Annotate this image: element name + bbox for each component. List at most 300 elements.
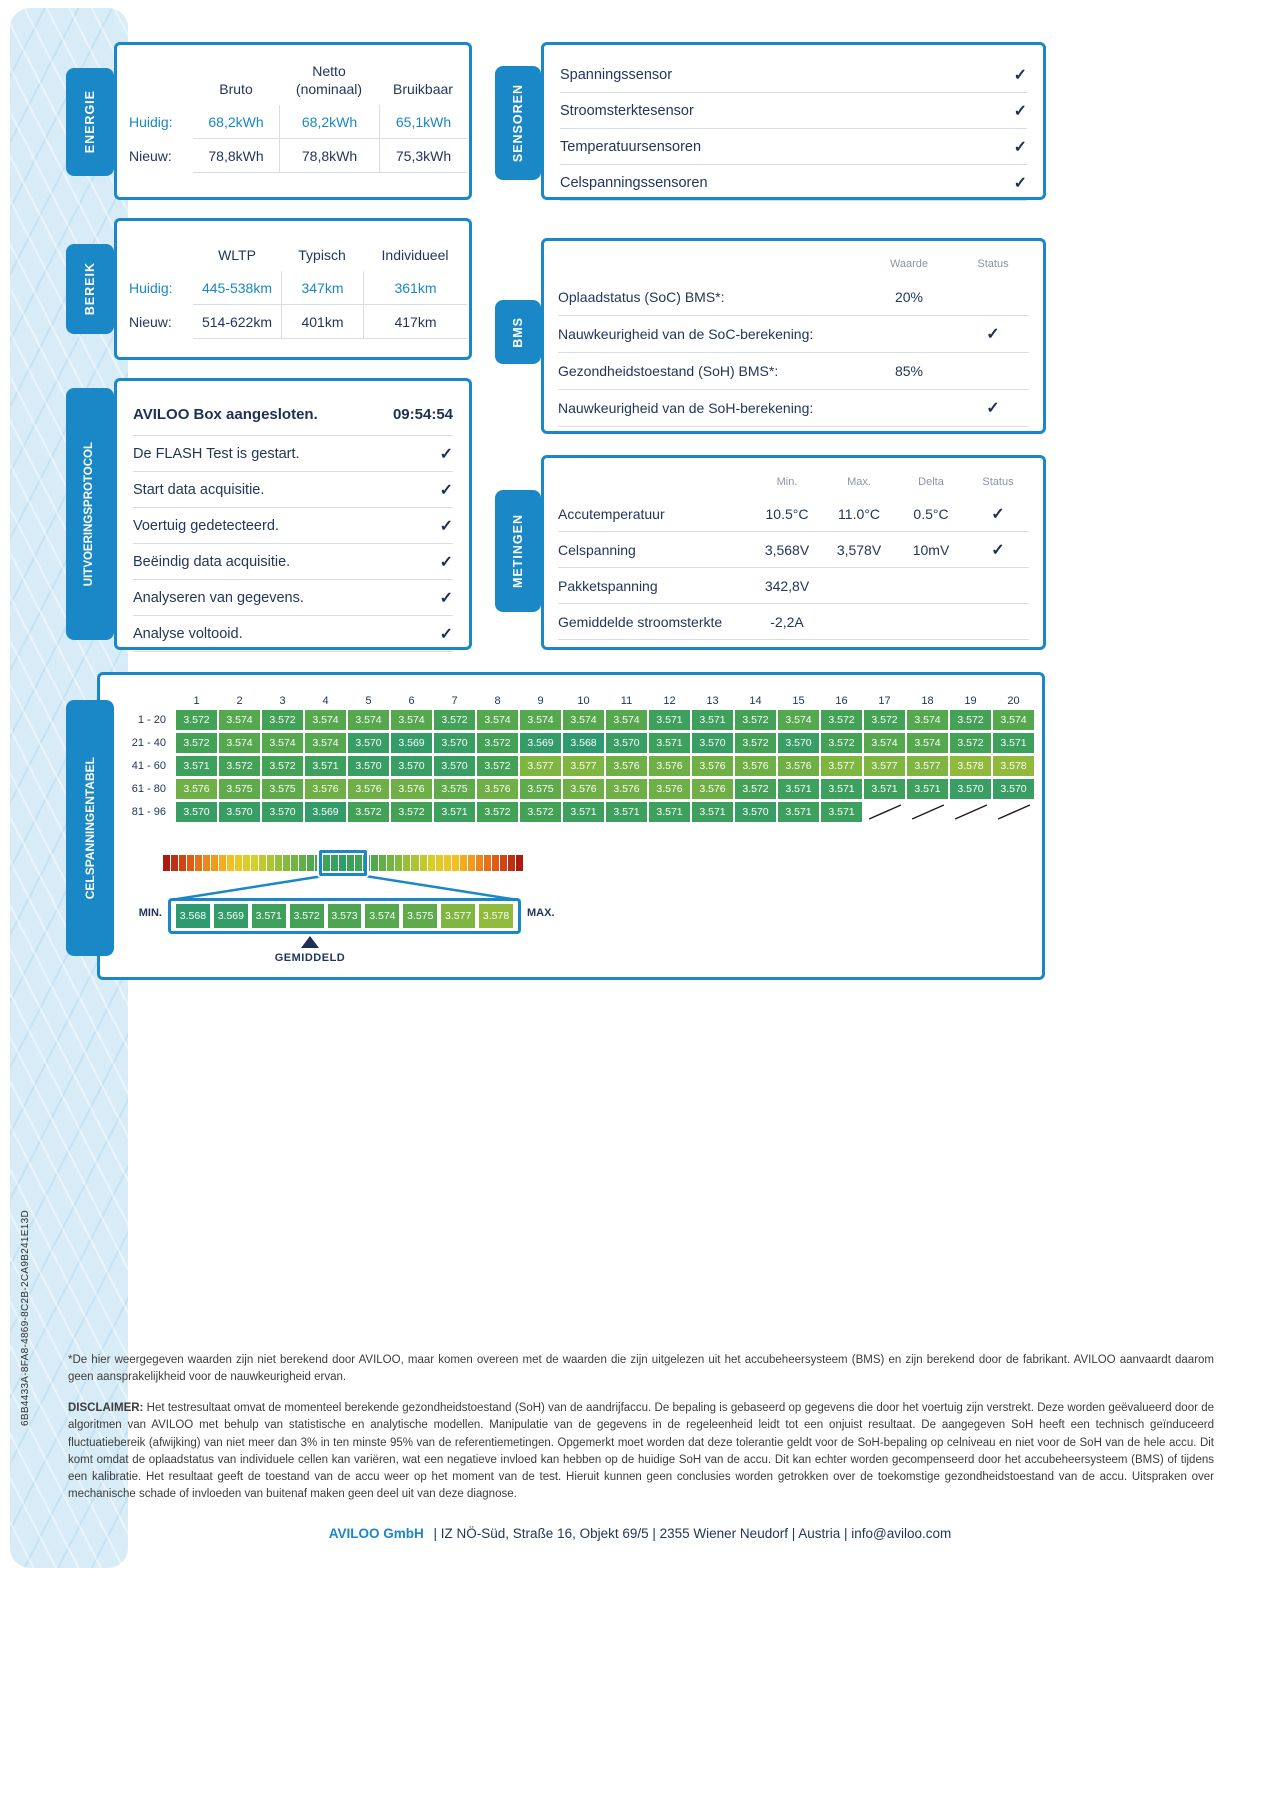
col-header: Min. [776, 476, 798, 488]
voltage-cell: 3.572 [219, 756, 260, 776]
color-scale-bar [163, 855, 523, 871]
heat-segment [500, 855, 507, 871]
voltage-cell: 3.572 [821, 710, 862, 730]
voltage-cell: 3.571 [692, 710, 733, 730]
protocol-step-label: Start data acquisitie. [133, 481, 265, 498]
sensor-row [560, 57, 1027, 93]
voltage-cell: 3.572 [864, 710, 905, 730]
max-label: MAX. [527, 907, 555, 919]
voltage-cell: 3.570 [391, 756, 432, 776]
value-cell: 347km [281, 271, 363, 305]
voltage-cell: 3.574 [778, 710, 819, 730]
bms-status [957, 353, 1029, 390]
scale-value-cell: 3.573 [328, 904, 362, 928]
heat-segment [283, 855, 290, 871]
voltage-cell: 3.575 [262, 779, 303, 799]
col-header: Status [977, 258, 1009, 270]
heat-segment [299, 855, 306, 871]
voltage-cell: 3.574 [477, 710, 518, 730]
voltage-cell: 3.570 [692, 733, 733, 753]
check-icon: ✓ [1013, 174, 1027, 192]
cell-range-label: 41 - 60 [131, 760, 166, 772]
sensor-label: Spanningssensor [560, 66, 673, 83]
energie-tab-label: ENERGIE [82, 90, 97, 154]
row-label: Nieuw: [129, 148, 172, 164]
heat-segment [211, 855, 218, 871]
sensor-row [560, 129, 1027, 165]
sensor-label: Stroomsterktesensor [560, 102, 694, 119]
voltage-cell: 3.572 [477, 756, 518, 776]
voltage-cell: 3.576 [735, 756, 776, 776]
sensor-label: Temperatuursensoren [560, 138, 702, 155]
check-icon: ✓ [991, 505, 1005, 523]
row-label: Huidig: [129, 280, 173, 296]
meting-min: 10.5°C [751, 496, 823, 532]
voltage-cell: 3.572 [262, 710, 303, 730]
sensor-row [560, 93, 1027, 129]
voltage-cell: 3.571 [434, 802, 475, 822]
celtabel-tab-label: CELSPANNINGENTABEL [83, 756, 97, 900]
missing-cell [864, 802, 905, 822]
meting-delta: 10mV [895, 532, 967, 568]
column-number: 2 [236, 695, 243, 707]
protocol-tab [66, 388, 114, 640]
sensoren-tab-label: SENSOREN [510, 83, 525, 163]
heat-segment [444, 855, 451, 871]
meting-delta [895, 568, 967, 604]
protocol-tab-label: UITVOERINGSPROTOCOL [83, 441, 96, 587]
voltage-cell: 3.577 [520, 756, 561, 776]
col-header: Individueel [381, 246, 449, 263]
voltage-cell: 3.568 [563, 733, 604, 753]
protocol-step [133, 472, 453, 508]
voltage-cell: 3.570 [606, 733, 647, 753]
meting-status [967, 532, 1029, 568]
voltage-cell: 3.572 [735, 733, 776, 753]
voltage-cell: 3.576 [649, 756, 690, 776]
protocol-step-label: De FLASH Test is gestart. [133, 445, 300, 462]
check-icon: ✓ [991, 541, 1005, 559]
heat-segment [251, 855, 258, 871]
heat-segment [259, 855, 266, 871]
voltage-cell: 3.574 [391, 710, 432, 730]
meting-max [823, 604, 895, 640]
check-icon: ✓ [1013, 138, 1027, 156]
check-icon: ✓ [439, 553, 453, 571]
protocol-step-label: Beëindig data acquisitie. [133, 553, 291, 570]
heat-segment [243, 855, 250, 871]
protocol-step [133, 508, 453, 544]
check-icon: ✓ [1013, 102, 1027, 120]
voltage-cell: 3.574 [864, 733, 905, 753]
celtabel-tab [66, 700, 114, 956]
cell-range-label: 1 - 20 [137, 714, 166, 726]
col-header: Netto (nominaal) [295, 63, 363, 97]
meting-min: 342,8V [751, 568, 823, 604]
sensoren-panel [541, 42, 1046, 200]
scale-value-cell: 3.569 [214, 904, 248, 928]
voltage-cell: 3.574 [305, 710, 346, 730]
voltage-cell: 3.572 [821, 733, 862, 753]
spacer [129, 235, 193, 271]
voltage-cell: 3.576 [606, 779, 647, 799]
check-icon: ✓ [439, 481, 453, 499]
voltage-cell: 3.577 [821, 756, 862, 776]
meting-min: 3,568V [751, 532, 823, 568]
voltage-cell: 3.576 [176, 779, 217, 799]
column-number: 17 [878, 695, 891, 707]
heat-segment [452, 855, 459, 871]
meting-label: Gemiddelde stroomsterkte [558, 604, 751, 640]
bms-tab-label: BMS [510, 316, 525, 348]
heat-segment [508, 855, 515, 871]
voltage-cell: 3.572 [950, 733, 991, 753]
scale-value-cell: 3.572 [290, 904, 324, 928]
meting-status [967, 568, 1029, 604]
value-cell: 445-538km [193, 271, 281, 305]
row-label: Huidig: [129, 114, 173, 130]
bms-label: Oplaadstatus (SoC) BMS*: [558, 279, 861, 316]
heat-segment [171, 855, 178, 871]
spacer [558, 249, 861, 279]
col-header: Max. [847, 476, 871, 488]
column-number: 12 [663, 695, 676, 707]
heat-segment [267, 855, 274, 871]
bms-value: 20% [861, 279, 957, 316]
heat-segment [460, 855, 467, 871]
voltage-cell: 3.572 [735, 710, 776, 730]
bms-status [957, 390, 1029, 427]
voltage-cell: 3.574 [907, 710, 948, 730]
voltage-cell: 3.571 [907, 779, 948, 799]
heat-segment [387, 855, 394, 871]
voltage-cell: 3.575 [520, 779, 561, 799]
cell-voltage-panel [97, 672, 1045, 980]
voltage-cell: 3.569 [391, 733, 432, 753]
heat-segment [403, 855, 410, 871]
voltage-cell: 3.576 [778, 756, 819, 776]
zoom-window [319, 850, 367, 876]
voltage-cell: 3.577 [907, 756, 948, 776]
missing-cell [907, 802, 948, 822]
bereik-table [117, 221, 469, 339]
heat-segment [379, 855, 386, 871]
voltage-cell: 3.572 [477, 802, 518, 822]
col-header: Typisch [298, 246, 346, 263]
heat-segment [395, 855, 402, 871]
voltage-cell: 3.576 [348, 779, 389, 799]
voltage-cell: 3.576 [692, 756, 733, 776]
disclaimer-text: Het testresultaat omvat de momenteel berekende gezondheidstoestand (SoH) van de aandrijfaccu. De bepaling is gebaseerd op gegevens die door het voertuig zijn verstrekt. Deze worden geëvalueerd door de algoritmen van AVILOO met behulp van statistische en analytische modellen. Manipulatie van de gegevens in de regeleenheid leidt tot een onjuist resultaat. De aangegeven SoH heeft een technisch geïnduceerd fluctuatiebereik (afwijking) van niet meer dan 3% in ten minste 95% van de referentiemetingen. Opgemerkt moet worden dat deze tolerantie geldt voor de SoH-bepaling op celniveau en niet voor de SoH van de hele accu. Dit komt omdat de oplaadstatus van individuele cellen kan variëren, wat een negatieve invloed kan hebben op de huidige SoH van de accu. Dit kan echter worden gecompenseerd door het accubeheersysteem (BMS) of tijdens een kalibratie. Het resultaat geeft de toestand van de accu weer op het moment van de test. Hieruit kunnen geen conclusies worden getrokken over de toekomstige gezondheidstoestand van de accu. Uitspraken over mechanische schade of invloeden van buitenaf maken geen deel uit van deze diagnose. [68, 1402, 1214, 1501]
heat-segment [307, 855, 314, 871]
heat-segment [275, 855, 282, 871]
heat-segment [436, 855, 443, 871]
meting-status [967, 496, 1029, 532]
heat-segment [227, 855, 234, 871]
voltage-cell: 3.571 [176, 756, 217, 776]
heat-segment [219, 855, 226, 871]
voltage-cell: 3.571 [305, 756, 346, 776]
voltage-cell: 3.576 [692, 779, 733, 799]
meting-label: Pakketspanning [558, 568, 751, 604]
heat-segment [187, 855, 194, 871]
value-cell: 75,3kWh [379, 139, 467, 173]
voltage-cell: 3.570 [993, 779, 1034, 799]
check-icon: ✓ [439, 517, 453, 535]
footer-company: AVILOO GmbH [328, 1526, 424, 1541]
column-number: 11 [620, 695, 633, 707]
check-icon: ✓ [439, 445, 453, 463]
heat-segment [428, 855, 435, 871]
heat-segment [195, 855, 202, 871]
voltage-cell: 3.574 [348, 710, 389, 730]
voltage-cell: 3.570 [219, 802, 260, 822]
voltage-cell: 3.571 [563, 802, 604, 822]
check-icon: ✓ [986, 400, 1000, 417]
voltage-cell: 3.574 [262, 733, 303, 753]
col-header: Status [982, 476, 1014, 488]
voltage-cell: 3.578 [993, 756, 1034, 776]
value-cell: 65,1kWh [379, 105, 467, 139]
missing-cell [950, 802, 991, 822]
protocol-header-label: AVILOO Box aangesloten. [133, 405, 318, 423]
bms-value [861, 390, 957, 427]
col-header: Waarde [889, 258, 929, 270]
heat-segment [516, 855, 523, 871]
voltage-cell: 3.570 [434, 756, 475, 776]
cell-range-label: 61 - 80 [131, 783, 166, 795]
protocol-step [133, 544, 453, 580]
voltage-cell: 3.572 [262, 756, 303, 776]
check-icon: ✓ [439, 625, 453, 643]
value-cell: 68,2kWh [279, 105, 379, 139]
sensor-label: Celspanningssensoren [560, 174, 708, 191]
voltage-cell: 3.574 [305, 733, 346, 753]
column-number: 18 [921, 695, 934, 707]
spacer [129, 59, 193, 105]
column-number: 9 [537, 695, 544, 707]
meting-delta [895, 604, 967, 640]
value-cell: 78,8kWh [279, 139, 379, 173]
voltage-cell: 3.571 [649, 710, 690, 730]
voltage-cell: 3.570 [434, 733, 475, 753]
column-number: 3 [279, 695, 286, 707]
protocol-step [133, 436, 453, 472]
voltage-cell: 3.575 [434, 779, 475, 799]
voltage-cell: 3.578 [950, 756, 991, 776]
bms-status [957, 316, 1029, 353]
metingen-table [544, 458, 1043, 640]
min-label: MIN. [138, 907, 162, 919]
voltage-cell: 3.572 [176, 710, 217, 730]
voltage-cell: 3.572 [735, 779, 776, 799]
voltage-cell: 3.572 [391, 802, 432, 822]
column-number: 13 [706, 695, 719, 707]
sensoren-tab [495, 66, 541, 180]
meting-min: -2,2A [751, 604, 823, 640]
voltage-cell: 3.577 [864, 756, 905, 776]
voltage-cell: 3.571 [778, 779, 819, 799]
col-header: Bruikbaar [393, 80, 453, 97]
grid-corner [112, 691, 174, 707]
voltage-cell: 3.570 [950, 779, 991, 799]
bms-label: Nauwkeurigheid van de SoC-berekening: [558, 316, 861, 353]
heat-segment [291, 855, 298, 871]
value-cell: 68,2kWh [193, 105, 279, 139]
voltage-cell: 3.572 [176, 733, 217, 753]
voltage-cell: 3.570 [176, 802, 217, 822]
column-number: 8 [494, 695, 501, 707]
value-cell: 361km [363, 271, 467, 305]
cell-range-label: 21 - 40 [131, 737, 166, 749]
voltage-cell: 3.572 [477, 733, 518, 753]
voltage-cell: 3.570 [778, 733, 819, 753]
average-label: GEMIDDELD [274, 952, 346, 964]
meting-label: Accutemperatuur [558, 496, 751, 532]
meting-status [967, 604, 1029, 640]
meting-max: 3,578V [823, 532, 895, 568]
heat-segment [179, 855, 186, 871]
voltage-cell: 3.569 [520, 733, 561, 753]
bereik-panel [114, 218, 472, 360]
check-icon: ✓ [1013, 66, 1027, 84]
voltage-cell: 3.569 [305, 802, 346, 822]
protocol-step [133, 580, 453, 616]
voltage-cell: 3.576 [649, 779, 690, 799]
column-number: 15 [792, 695, 805, 707]
heat-segment [492, 855, 499, 871]
heat-segment [235, 855, 242, 871]
voltage-cell: 3.574 [219, 733, 260, 753]
voltage-cell: 3.575 [219, 779, 260, 799]
voltage-cell: 3.574 [907, 733, 948, 753]
column-number: 6 [408, 695, 415, 707]
heat-segment [371, 855, 378, 871]
value-cell: 417km [363, 305, 467, 339]
value-cell: 401km [281, 305, 363, 339]
voltage-cell: 3.571 [692, 802, 733, 822]
meting-delta: 0.5°C [895, 496, 967, 532]
cell-range-label: 81 - 96 [131, 806, 166, 818]
sensor-row [560, 165, 1027, 201]
energie-panel [114, 42, 472, 200]
check-icon: ✓ [986, 326, 1000, 343]
heat-segment [163, 855, 170, 871]
column-number: 20 [1007, 695, 1020, 707]
bms-table [544, 241, 1043, 427]
footnote: *De hier weergegeven waarden zijn niet berekend door AVILOO, maar komen overeen met de waarden die zijn uitgelezen uit het accubeheersysteem (BMS) en zijn berekend door de fabrikant. AVILOO aanvaardt daarom geen aansprakelijkheid voor de nauwkeurigheid ervan. [68, 1354, 1214, 1383]
heat-segment [203, 855, 210, 871]
cell-voltage-grid [112, 691, 1034, 822]
protocol-step-label: Analyseren van gegevens. [133, 589, 304, 606]
scale-value-cell: 3.568 [176, 904, 210, 928]
scale-value-cell: 3.575 [403, 904, 437, 928]
voltage-cell: 3.576 [305, 779, 346, 799]
column-number: 4 [322, 695, 329, 707]
average-marker-icon [301, 936, 319, 948]
meting-max: 11.0°C [823, 496, 895, 532]
footer [0, 1526, 1280, 1541]
voltage-cell: 3.570 [262, 802, 303, 822]
voltage-cell: 3.576 [391, 779, 432, 799]
voltage-cell: 3.572 [950, 710, 991, 730]
bms-value: 85% [861, 353, 957, 390]
protocol-panel [114, 378, 472, 650]
scale-value-cell: 3.577 [441, 904, 475, 928]
bms-label: Gezondheidstoestand (SoH) BMS*: [558, 353, 861, 390]
energie-tab [66, 68, 114, 176]
col-header: Bruto [219, 80, 253, 97]
bereik-tab-label: BEREIK [82, 262, 97, 316]
row-label: Nieuw: [129, 314, 172, 330]
bms-status [957, 279, 1029, 316]
voltage-cell: 3.574 [520, 710, 561, 730]
heat-segment [411, 855, 418, 871]
metingen-tab-label: METINGEN [510, 514, 525, 588]
voltage-cell: 3.571 [864, 779, 905, 799]
value-cell: 78,8kWh [193, 139, 279, 173]
bms-label: Nauwkeurigheid van de SoH-berekening: [558, 390, 861, 427]
spacer [558, 468, 751, 496]
protocol-step [133, 616, 453, 652]
voltage-cell: 3.570 [348, 733, 389, 753]
voltage-cell: 3.571 [649, 802, 690, 822]
document-id: 6BB4433A-8FA8-4869-8C2B-2CA9B241E13D [20, 1210, 31, 1426]
voltage-cell: 3.571 [821, 779, 862, 799]
column-number: 5 [365, 695, 372, 707]
protocol-step-label: Analyse voltooid. [133, 625, 243, 642]
voltage-cell: 3.574 [606, 710, 647, 730]
meting-label: Celspanning [558, 532, 751, 568]
column-number: 14 [749, 695, 762, 707]
heat-segment [484, 855, 491, 871]
col-header: WLTP [218, 246, 256, 263]
protocol-step-label: Voertuig gedetecteerd. [133, 517, 279, 534]
footer-address: | IZ NÖ-Süd, Straße 16, Objekt 69/5 | 2355 Wiener Neudorf | Austria | info@aviloo.com [433, 1526, 952, 1541]
energie-table [117, 45, 469, 173]
scale-value-cell: 3.578 [479, 904, 513, 928]
column-number: 7 [451, 695, 458, 707]
voltage-cell: 3.574 [219, 710, 260, 730]
meting-max [823, 568, 895, 604]
column-number: 1 [193, 695, 200, 707]
heat-segment [476, 855, 483, 871]
voltage-cell: 3.574 [993, 710, 1034, 730]
check-icon: ✓ [439, 589, 453, 607]
voltage-cell: 3.571 [821, 802, 862, 822]
voltage-cell: 3.576 [563, 779, 604, 799]
heat-segment [420, 855, 427, 871]
voltage-cell: 3.574 [563, 710, 604, 730]
disclaimer [68, 1400, 1214, 1504]
col-header: Delta [918, 476, 944, 488]
voltage-cell: 3.572 [434, 710, 475, 730]
bms-tab [495, 300, 541, 364]
protocol-time: 09:54:54 [392, 405, 453, 423]
bms-value [861, 316, 957, 353]
bereik-tab [66, 244, 114, 334]
voltage-cell: 3.571 [778, 802, 819, 822]
voltage-cell: 3.570 [735, 802, 776, 822]
protocol-header [133, 393, 453, 436]
voltage-cell: 3.576 [477, 779, 518, 799]
value-cell: 514-622km [193, 305, 281, 339]
voltage-cell: 3.571 [649, 733, 690, 753]
voltage-cell: 3.570 [348, 756, 389, 776]
bms-panel [541, 238, 1046, 434]
voltage-cell: 3.577 [563, 756, 604, 776]
heat-segment [468, 855, 475, 871]
